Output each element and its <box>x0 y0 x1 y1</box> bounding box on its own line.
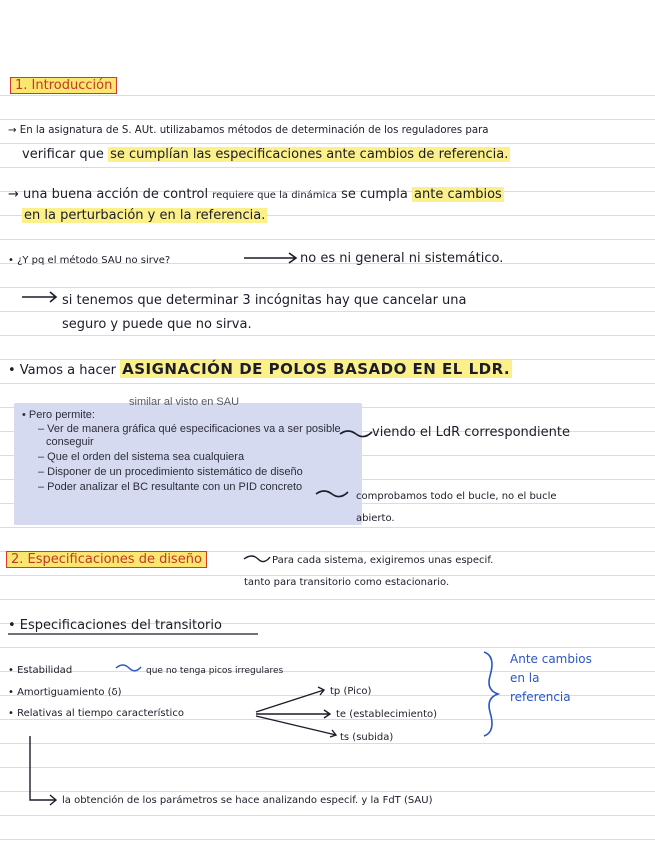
section1-heading: 1. Introducción <box>10 77 117 94</box>
squiggle-arrow-icon <box>244 556 270 562</box>
brace-note-3: referencia <box>510 690 571 704</box>
time-te: te (establecimiento) <box>336 709 438 720</box>
final-line: la obtención de los parámetros se hace analizando especif. y la FdT (SAU) <box>62 795 433 806</box>
vamos-text: • Vamos a hacer <box>8 363 116 378</box>
question-answer: no es ni general ni sistemático. <box>300 251 504 266</box>
arrow-right-icon <box>256 710 330 718</box>
arrow-right-icon <box>256 716 336 737</box>
spec-item-tiempo: • Relativas al tiempo característico <box>8 708 184 719</box>
intro-line-3d: ante cambios <box>414 187 502 202</box>
squiggle-arrow-icon <box>116 665 141 671</box>
spec-item-amortiguamiento: • Amortiguamiento (δ) <box>8 687 122 698</box>
condition-line-1: si tenemos que determinar 3 incógnitas hay que cancelar una <box>62 293 467 308</box>
spec-item-estabilidad: • Estabilidad <box>8 665 73 676</box>
stability-note: que no tenga picos irregulares <box>146 666 284 676</box>
slide-item-3: – Disponer de un procedimiento sistemático de diseño <box>38 466 303 478</box>
brace-icon <box>484 652 498 736</box>
time-ts: ts (subida) <box>340 732 394 743</box>
arrow-right-icon <box>244 253 296 263</box>
intro-line-3b: requiere que la dinámica <box>212 190 337 201</box>
brace-note-2: en la <box>510 671 540 685</box>
section2-desc-2: tanto para transitorio como estacionario. <box>244 577 450 588</box>
intro-line-2a: verificar que <box>22 147 109 162</box>
slide-note-2a: comprobamos todo el bucle, no el bucle <box>356 491 557 502</box>
arrow-right-icon <box>30 736 56 805</box>
slide-item-4: – Poder analizar el BC resultante con un PID concreto <box>38 481 303 493</box>
slide-note-1: viendo el LdR correspondiente <box>372 425 570 440</box>
intro-line-2b: se cumplían las especificaciones ante cambios de referencia. <box>110 147 509 162</box>
slide-title: • Pero permite: <box>22 409 95 421</box>
time-tp: tp (Pico) <box>330 686 372 697</box>
squiggle-arrow-icon <box>316 491 348 497</box>
squiggle-arrow-icon <box>340 431 372 437</box>
asignacion-text: ASIGNACIÓN DE POLOS BASADO EN EL LDR. <box>122 360 511 378</box>
arrow-right-icon <box>22 292 56 302</box>
transitorio-subheading: • Especificaciones del transitorio <box>8 618 222 633</box>
section2-heading: 2. Especificaciones de diseño <box>6 551 207 568</box>
intro-line-3a: → una buena acción de control <box>8 187 213 202</box>
slide-cut-text: similar al visto en SAU <box>129 396 240 408</box>
arrow-right-icon <box>256 687 324 712</box>
slide-note-2b: abierto. <box>356 513 395 524</box>
slide-item-1-cont: conseguir <box>46 436 94 448</box>
condition-line-2: seguro y puede que no sirva. <box>62 317 252 332</box>
brace-note-1: Ante cambios <box>510 652 592 666</box>
intro-line-3c: se cumpla <box>336 187 413 202</box>
slide-item-1: – Ver de manera gráfica qué especificaciones va a ser posible <box>38 423 341 435</box>
question-text: • ¿Y pq el método SAU no sirve? <box>8 255 171 266</box>
intro-line-4-text: en la perturbación y en la referencia. <box>24 208 266 223</box>
section2-desc-1: Para cada sistema, exigiremos unas especif. <box>272 555 494 566</box>
slide-item-2: – Que el orden del sistema sea cualquiera <box>38 451 245 463</box>
intro-line-1: → En la asignatura de S. AUt. utilizabamos métodos de determinación de los reguladores para <box>8 125 489 136</box>
